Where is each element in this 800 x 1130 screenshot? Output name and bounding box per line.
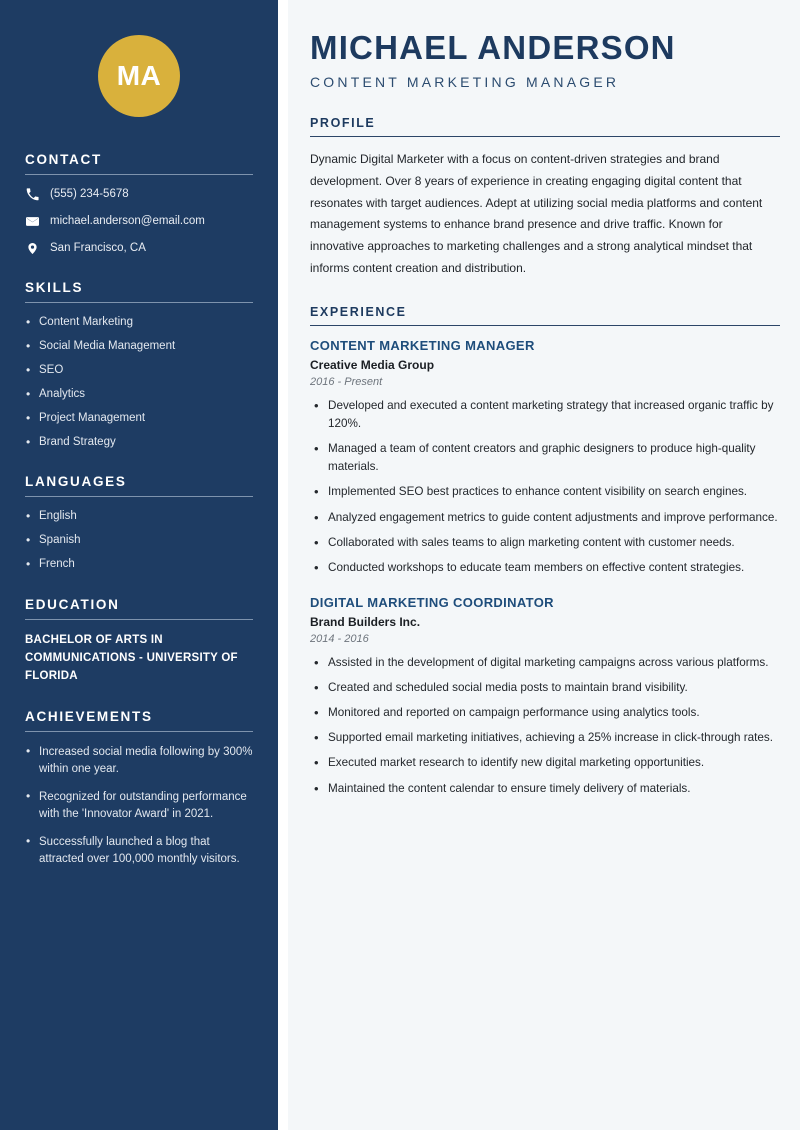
experience-entry — [310, 338, 780, 577]
avatar: MA — [98, 35, 180, 117]
profile-heading: PROFILE — [310, 115, 376, 130]
education-heading: EDUCATION — [25, 596, 120, 612]
experience-heading: EXPERIENCE — [310, 304, 407, 319]
experience-section — [310, 305, 780, 798]
job-title: DIGITAL MARKETING COORDINATOR — [310, 594, 554, 610]
list-item: • Assisted in the development of digital marketing campaigns across various platforms. — [310, 654, 780, 672]
contact-location-value: San Francisco, CA — [50, 241, 146, 254]
job-bullet-list — [310, 654, 780, 798]
list-item: • Implemented SEO best practices to enhance content visibility on search engines. — [310, 483, 780, 501]
list-item: • Analyzed engagement metrics to guide content adjustments and improve performance. — [310, 509, 780, 527]
skills-section — [25, 280, 253, 451]
list-item: • Brand Strategy — [25, 435, 253, 451]
job-company: Brand Builders Inc. — [310, 614, 421, 629]
profile-section — [310, 116, 780, 280]
list-item: • Content Marketing — [25, 315, 253, 331]
list-item: • Supported email marketing initiatives, achieving a 25% increase in click-through rates. — [310, 729, 780, 747]
list-item: • Project Management — [25, 411, 253, 427]
contact-email-value: michael.anderson@email.com — [50, 214, 205, 227]
list-item: • Recognized for outstanding performance with the 'Innovator Award' in 2021. — [25, 789, 253, 823]
contact-section — [25, 152, 253, 256]
job-dates: 2016 - Present — [310, 375, 383, 388]
skills-divider — [25, 302, 253, 303]
job-bullet-list — [310, 397, 780, 577]
skills-list — [25, 315, 253, 451]
job-company: Creative Media Group — [310, 357, 435, 372]
contact-phone-row — [25, 187, 253, 202]
achievements-list — [25, 744, 253, 868]
contact-divider — [25, 174, 253, 175]
list-item: • Spanish — [25, 533, 253, 549]
skills-heading: SKILLS — [25, 279, 84, 295]
location-pin-icon — [25, 242, 39, 255]
avatar-container — [25, 0, 253, 152]
list-item: • Managed a team of content creators and graphic designers to produce high-quality materials. — [310, 440, 780, 476]
sidebar — [0, 0, 278, 1130]
list-item: • Monitored and reported on campaign performance using analytics tools. — [310, 704, 780, 722]
list-item: • Social Media Management — [25, 339, 253, 355]
profile-text: Dynamic Digital Marketer with a focus on content-driven strategies and brand development. Over 8 years of experience in creating engaging digital content that resonates with target audiences. Adept at utilizing social media platforms and content management systems to enhance brand presence and drive traffic. Known for innovative approaches to marketing challenges and a strong analytical mindset that informs content creation and distribution. — [310, 151, 763, 276]
page-title: MICHAEL ANDERSON — [310, 29, 676, 66]
list-item: • Executed market research to identify new digital marketing opportunities. — [310, 754, 780, 772]
list-item: • Created and scheduled social media posts to maintain brand visibility. — [310, 679, 780, 697]
list-item: • Conducted workshops to educate team members on effective content strategies. — [310, 559, 780, 577]
languages-heading: LANGUAGES — [25, 474, 127, 490]
education-divider — [25, 619, 253, 620]
list-item: • Successfully launched a blog that attracted over 100,000 monthly visitors. — [25, 834, 253, 868]
main-content — [288, 0, 800, 1130]
profile-divider — [310, 136, 780, 137]
education-entry: BACHELOR OF ARTS IN COMMUNICATIONS - UNIVERSITY OF FLORIDA — [25, 633, 238, 682]
job-dates: 2014 - 2016 — [310, 632, 369, 645]
phone-icon — [25, 188, 39, 201]
achievements-heading: ACHIEVEMENTS — [25, 709, 153, 725]
list-item: • Increased social media following by 300% within one year. — [25, 744, 253, 778]
contact-heading: CONTACT — [25, 152, 102, 167]
list-item: • Maintained the content calendar to ensure timely delivery of materials. — [310, 780, 780, 798]
achievements-divider — [25, 731, 253, 732]
column-gutter — [278, 0, 288, 1130]
contact-location-row — [25, 241, 253, 256]
list-item: • Developed and executed a content marketing strategy that increased organic traffic by 120%. — [310, 397, 780, 433]
education-section — [25, 597, 253, 685]
contact-email-row — [25, 214, 253, 229]
list-item: • SEO — [25, 363, 253, 379]
list-item: • Analytics — [25, 387, 253, 403]
experience-entry — [310, 595, 780, 798]
languages-divider — [25, 496, 253, 497]
list-item: • Collaborated with sales teams to align marketing content with customer needs. — [310, 534, 780, 552]
experience-divider — [310, 325, 780, 326]
job-title: CONTENT MARKETING MANAGER — [310, 337, 535, 353]
envelope-icon — [25, 215, 39, 228]
job-role-subtitle: CONTENT MARKETING MANAGER — [310, 73, 620, 90]
list-item: • French — [25, 557, 253, 573]
languages-section — [25, 474, 253, 573]
languages-list — [25, 509, 253, 573]
contact-phone-value: (555) 234-5678 — [50, 188, 129, 200]
list-item: • English — [25, 509, 253, 525]
achievements-section — [25, 709, 253, 868]
